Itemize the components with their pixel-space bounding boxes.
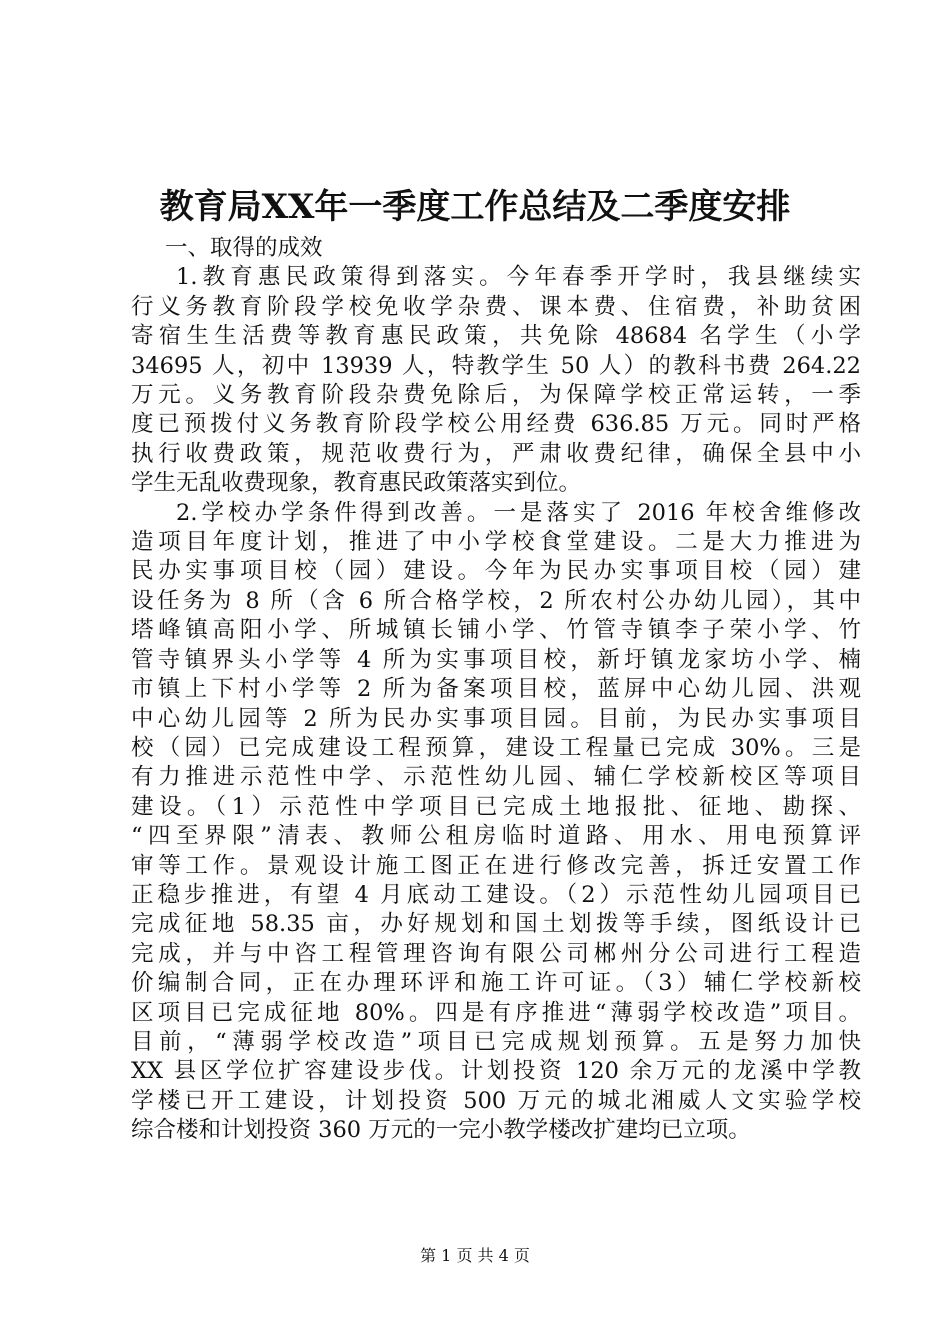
paragraph-1-line-3: 寄宿生生活费等教育惠民政策，共免除 48684 名学生（小学 [131,323,861,350]
paragraph-1-line-7: 执行收费政策，规范收费行为，严肃收费纪律，确保全县中小 [131,440,861,467]
paragraph-2-line-15: 完成征地 58.35 亩，办好规划和国土划拨等手续，图纸设计已 [131,911,861,938]
paragraph-2-line-3: 民办实事项目校（园）建设。今年为民办实事项目校（园）建 [131,558,861,585]
paragraph-2-line-18: 区项目已完成征地 80%。四是有序推进“薄弱学校改造”项目。 [131,999,861,1026]
paragraph-2-line-12: “四至界限”清表、教师公租房临时道路、用水、用电预算评 [131,823,861,850]
paragraph-2-line-6: 管寺镇界头小学等 4 所为实事项目校，新圩镇龙家坊小学、楠 [131,646,861,673]
paragraph-2-line-21: 学楼已开工建设，计划投资 500 万元的城北湘威人文实验学校 [131,1087,861,1114]
paragraph-2-line-5: 塔峰镇高阳小学、所城镇长铺小学、竹管寺镇李子荣小学、竹 [131,617,861,644]
paragraph-1-line-6: 度已预拨付义务教育阶段学校公用经费 636.85 万元。同时严格 [131,411,861,438]
paragraph-1-line-2: 行义务教育阶段学校免收学杂费、课本费、住宿费，补助贫困 [131,293,861,320]
paragraph-1-line-8: 学生无乱收费现象，教育惠民政策落实到位。 [131,470,582,497]
page-footer: 第 1 页 共 4 页 [420,1246,530,1265]
paragraph-2-line-9: 校（园）已完成建设工程预算，建设工程量已完成 30%。三是 [131,734,861,761]
paragraph-2-line-22: 综合楼和计划投资 360 万元的一完小教学楼改扩建均已立项。 [131,1117,751,1144]
paragraph-2-line-20: XX 县区学位扩容建设步伐。计划投资 120 余万元的龙溪中学教 [131,1058,861,1085]
paragraph-2-line-16: 完成，并与中咨工程管理咨询有限公司郴州分公司进行工程造 [131,940,861,967]
paragraph-2-line-1: 2.学校办学条件得到改善。一是落实了 2016 年校舍维修改 [176,499,861,526]
paragraph-2-line-10: 有力推进示范性中学、示范性幼儿园、辅仁学校新校区等项目 [131,764,861,791]
paragraph-1-line-1: 1.教育惠民政策得到落实。今年春季开学时，我县继续实 [176,264,861,291]
paragraph-2-line-4: 设任务为 8 所（含 6 所合格学校，2 所农村公办幼儿园），其中 [131,587,861,614]
paragraph-2-line-7: 市镇上下村小学等 2 所为备案项目校，蓝屏中心幼儿园、洪观 [131,676,861,703]
document-title: 教育局XX年一季度工作总结及二季度安排 [159,187,791,227]
paragraph-1-line-5: 万元。义务教育阶段杂费免除后，为保障学校正常运转，一季 [131,382,861,409]
paragraph-2-line-8: 中心幼儿园等 2 所为民办实事项目园。目前，为民办实事项目 [131,705,861,732]
document-body [131,234,861,1146]
paragraph-2-line-13: 审等工作。景观设计施工图正在进行修改完善，拆迁安置工作 [131,852,861,879]
paragraph-2-line-17: 价编制合同，正在办理环评和施工许可证。（3）辅仁学校新校 [131,970,861,997]
paragraph-2-line-11: 建设。（1）示范性中学项目已完成土地报批、征地、勘探、 [131,793,861,820]
paragraph-2-line-19: 目前，“薄弱学校改造”项目已完成规划预算。五是努力加快 [131,1028,861,1055]
paragraph-2-line-14: 正稳步推进，有望 4 月底动工建设。（2）示范性幼儿园项目已 [131,881,861,908]
section-heading: 一、取得的成效 [165,235,323,261]
paragraph-2-line-2: 造项目年度计划，推进了中小学校食堂建设。二是大力推进为 [131,529,861,556]
paragraph-1-line-4: 34695 人，初中 13939 人，特教学生 50 人）的教科书费 264.22 [131,352,861,379]
